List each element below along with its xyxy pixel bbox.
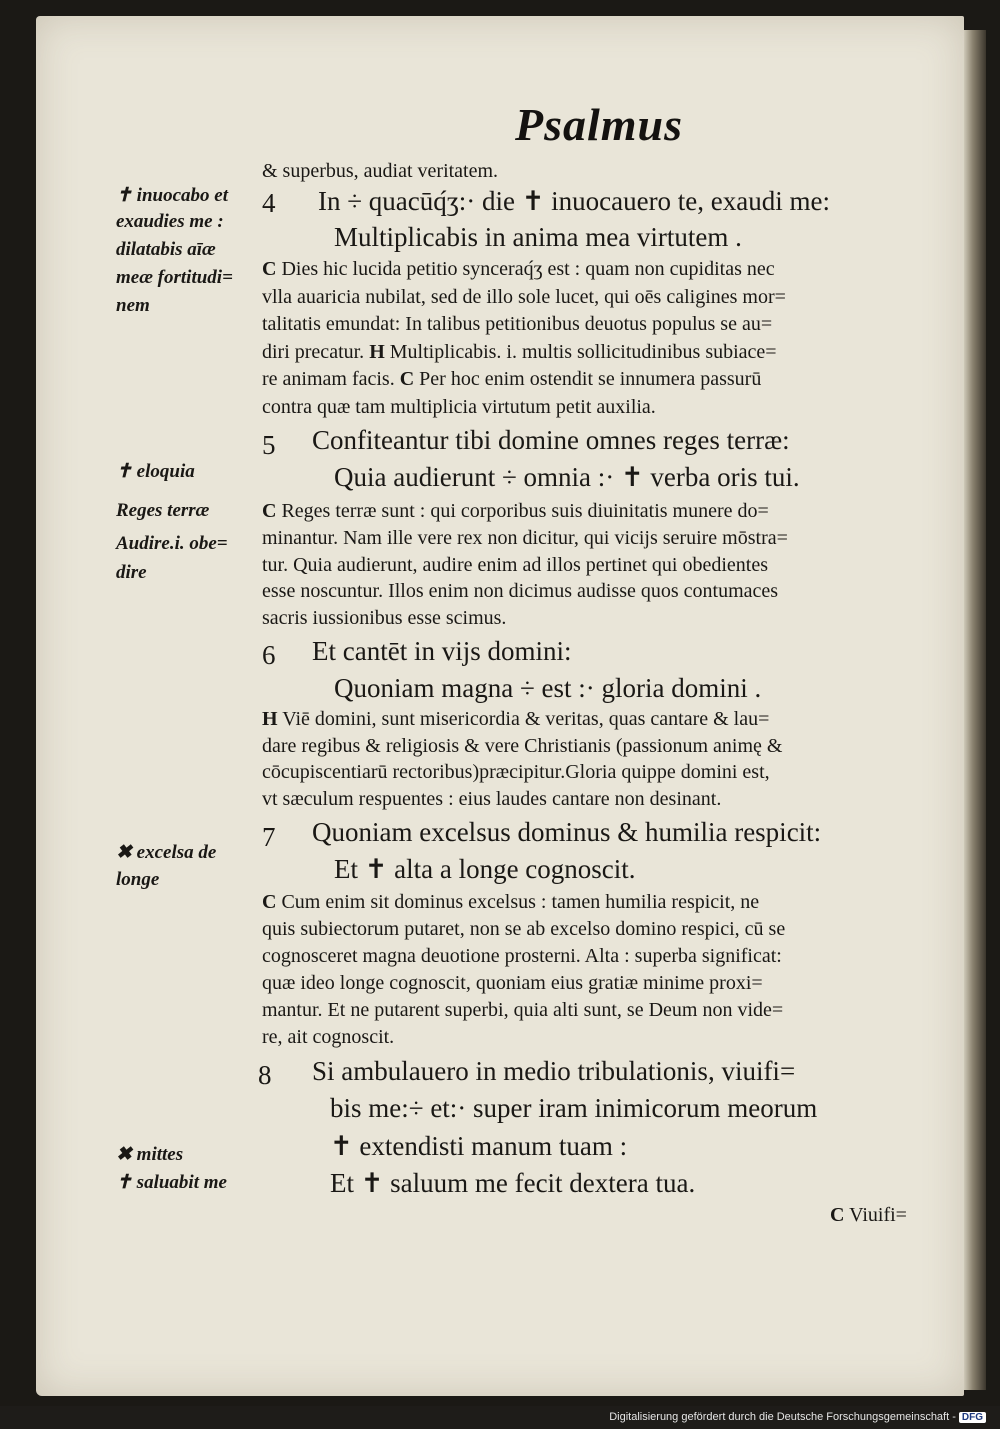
margin-note: nem — [116, 295, 150, 316]
margin-note: ✖ excelsa de — [116, 842, 217, 863]
commentary-line: dare regibus & religiosis & vere Christianis (passionum animę & — [262, 735, 783, 757]
margin-note: dilatabis aīæ — [116, 239, 216, 260]
commentary-line: vlla auaricia nubilat, sed de illo sole lucet, qui oēs caligines mor= — [262, 286, 786, 308]
commentary-line: C Reges terræ sunt : qui corporibus suis diuinitatis munere do= — [262, 500, 769, 522]
commentary-line: C Cum enim sit dominus excelsus : tamen humilia respicit, ne — [262, 891, 760, 913]
paragraph-mark-c: C — [262, 500, 277, 522]
verse-number: 5 — [262, 430, 276, 460]
margin-note: Reges terræ — [116, 500, 210, 521]
credit-text: Digitalisierung gefördert durch die Deutsche Forschungsgemeinschaft - — [609, 1411, 956, 1423]
verse-line: Quia audierunt ÷ omnia :· ✝ verba oris tui. — [334, 462, 800, 492]
verse-line: Et cantēt in vijs domini: — [312, 636, 572, 666]
verse-line: Quoniam excelsus dominus & humilia respicit: — [312, 817, 822, 847]
verse-line: In ÷ quacūq́ʒ:· die ✝ inuocauero te, exaudi me: — [318, 186, 830, 216]
commentary-line: vt sæculum respuentes : eius laudes cantare non desinant. — [262, 788, 722, 810]
margin-note: exaudies me : — [116, 211, 224, 232]
paragraph-mark-h: H — [262, 708, 278, 730]
text-line: & superbus, audiat veritatem. — [262, 160, 499, 182]
verse-line: Et ✝ alta a longe cognoscit. — [334, 854, 636, 884]
verse-number: 7 — [262, 822, 276, 852]
commentary-line: re, ait cognoscit. — [262, 1026, 395, 1048]
running-head: Psalmus — [515, 99, 684, 150]
verse-line: Confiteantur tibi domine omnes reges terræ: — [312, 425, 790, 455]
commentary-line: talitatis emundat: In talibus petitionibus deuotus populus se au= — [262, 313, 773, 335]
catchword: C Viuifi= — [830, 1204, 907, 1226]
facing-page-edge — [964, 30, 986, 1390]
margin-note: longe — [116, 869, 160, 890]
commentary-line: quis subiectorum putaret, non se ab excelso domino respici, cū se — [262, 918, 786, 940]
paragraph-mark-c: C — [262, 258, 277, 280]
commentary-line: cognosceret magna deuotione prosterni. Alta : superba significat: — [262, 945, 782, 967]
verse-number: 4 — [262, 188, 276, 218]
commentary-line: cōcupiscentiarū rectoribus)præcipitur.Gloria quippe domini est, — [262, 761, 770, 783]
commentary-line: H Viē domini, sunt misericordia & veritas, quas cantare & lau= — [262, 708, 770, 730]
commentary-line: re animam facis. C Per hoc enim ostendit se innumera passurū — [262, 368, 762, 390]
commentary-line: minantur. Nam ille vere rex non dicitur, qui vicijs seruire mōstra= — [262, 527, 788, 549]
commentary-line: quæ ideo longe cognoscit, quoniam eius gratiæ minime proxi= — [262, 972, 763, 994]
paragraph-mark-h: H — [369, 341, 385, 363]
digitization-credit — [609, 1411, 986, 1423]
verse-line: Et ✝ saluum me fecit dextera tua. — [330, 1168, 696, 1198]
verse-number: 8 — [258, 1060, 272, 1090]
margin-note: ✝ eloquia — [116, 461, 195, 482]
commentary-line: tur. Quia audierunt, audire enim ad illos pertinet qui obedientes — [262, 554, 768, 576]
verse-line: Multiplicabis in anima mea virtutem . — [334, 222, 742, 252]
margin-note: ✝ inuocabo et — [116, 185, 228, 206]
verse-line: bis me:÷ et:· super iram inimicorum meorum — [330, 1093, 818, 1123]
commentary-line: contra quæ tam multiplicia virtutum petit auxilia. — [262, 396, 656, 418]
verse-line: Si ambulauero in medio tribulationis, viuifi= — [312, 1056, 796, 1086]
verse-line: Quoniam magna ÷ est :· gloria domini . — [334, 673, 762, 703]
paragraph-mark-c: C — [262, 891, 277, 913]
verse-number: 6 — [262, 640, 276, 670]
margin-note: ✝ saluabit me — [116, 1172, 227, 1193]
commentary-line: esse noscuntur. Illos enim non dicimus audisse quos contumaces — [262, 580, 779, 602]
commentary-line: diri precatur. H Multiplicabis. i. multis sollicitudinibus subiace= — [262, 341, 777, 363]
margin-note: dire — [116, 562, 147, 583]
margin-note: Audire.i. obe= — [116, 533, 228, 554]
verse-line: ✝ extendisti manum tuam : — [330, 1131, 628, 1161]
commentary-line: mantur. Et ne putarent superbi, quia alti sunt, se Deum non vide= — [262, 999, 784, 1021]
paragraph-mark-c: C — [399, 368, 415, 390]
dfg-logo: DFG — [959, 1412, 986, 1423]
commentary-line: C Dies hic lucida petitio synceraq́ʒ est : quam non cupiditas nec — [262, 258, 775, 280]
commentary-line: sacris iussionibus esse scimus. — [262, 607, 507, 629]
margin-note: meæ fortitudi= — [116, 267, 233, 288]
paragraph-mark-c: C — [830, 1204, 845, 1226]
margin-note: ✖ mittes — [116, 1144, 184, 1165]
